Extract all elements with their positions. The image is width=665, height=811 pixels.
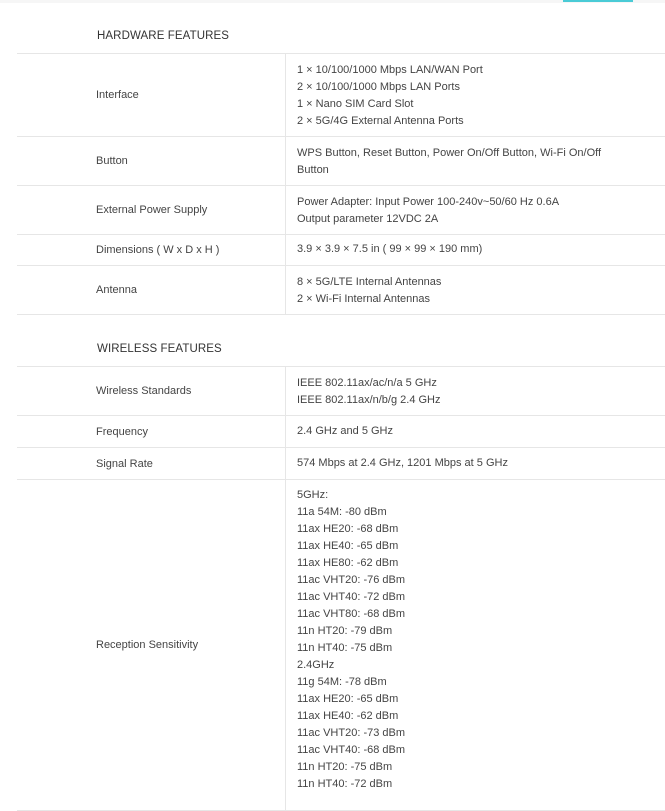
spec-value-line: 11ax HE20: -65 dBm (297, 693, 399, 705)
spec-label: Reception Sensitivity (17, 480, 286, 810)
active-tab-indicator (563, 0, 633, 2)
spec-value (286, 416, 393, 447)
spec-value-line: IEEE 802.11ax/n/b/g 2.4 GHz (297, 394, 441, 406)
spec-value-line: 11ax HE40: -62 dBm (297, 710, 399, 722)
spec-value-line: 11n HT40: -72 dBm (297, 778, 393, 790)
spec-label: External Power Supply (17, 186, 286, 234)
spec-label: Frequency (17, 416, 286, 447)
spec-value-line: 8 × 5G/LTE Internal Antennas (297, 276, 442, 288)
spec-value-line: IEEE 802.11ax/ac/n/a 5 GHz (297, 377, 437, 389)
spec-value-line: 1 × Nano SIM Card Slot (297, 98, 414, 110)
spec-value-line: 11ac VHT80: -68 dBm (297, 608, 406, 620)
spec-value-line: 3.9 × 3.9 × 7.5 in ( 99 × 99 × 190 mm) (297, 243, 483, 255)
spec-value-line: WPS Button, Reset Button, Power On/Off Button, Wi-Fi On/Off Button (297, 147, 602, 176)
spec-label: Antenna (17, 266, 286, 314)
spec-value-line: 2 × 10/100/1000 Mbps LAN Ports (297, 81, 460, 93)
section-title: WIRELESS FEATURES (17, 331, 665, 367)
spec-value (286, 54, 483, 136)
spec-value-line: 2.4GHz (297, 659, 335, 671)
spec-value-line: 11n HT20: -75 dBm (297, 761, 393, 773)
spec-label: Wireless Standards (17, 367, 286, 415)
spec-value (286, 448, 508, 479)
spec-row-frequency (17, 416, 665, 448)
spec-value-line: 5GHz: (297, 489, 329, 501)
spec-value-line: 2 × Wi-Fi Internal Antennas (297, 293, 430, 305)
spec-value-line: 2.4 GHz and 5 GHz (297, 425, 393, 437)
spec-value-line: Output parameter 12VDC 2A (297, 213, 439, 225)
spec-label: Dimensions ( W x D x H ) (17, 235, 286, 265)
spec-value-line: 1 × 10/100/1000 Mbps LAN/WAN Port (297, 64, 483, 76)
spec-row-signal-rate (17, 448, 665, 480)
spec-row-interface (17, 54, 665, 137)
spec-value-line: 11ac VHT40: -72 dBm (297, 591, 406, 603)
spec-value (286, 235, 482, 265)
spec-value-line: 11n HT20: -79 dBm (297, 625, 393, 637)
hardware-features-section (17, 18, 665, 315)
spec-value (286, 367, 441, 415)
spec-value-line: 11ax HE80: -62 dBm (297, 557, 399, 569)
spec-value-line: 11g 54M: -78 dBm (297, 676, 387, 688)
spec-value (286, 137, 607, 185)
spec-value-line: 574 Mbps at 2.4 GHz, 1201 Mbps at 5 GHz (297, 457, 508, 469)
spec-value-line: 11ac VHT20: -76 dBm (297, 574, 406, 586)
spec-row-reception-sensitivity (17, 480, 665, 811)
spec-row-button (17, 137, 665, 186)
spec-value-line: 11ax HE40: -65 dBm (297, 540, 399, 552)
spec-value-line: 11ax HE20: -68 dBm (297, 523, 399, 535)
spec-label: Button (17, 137, 286, 185)
wireless-features-section (17, 331, 665, 811)
spec-value (286, 480, 405, 810)
spec-value (286, 186, 559, 234)
spec-value-line: 11a 54M: -80 dBm (297, 506, 387, 518)
spec-row-antenna (17, 266, 665, 315)
spec-row-external-power-supply (17, 186, 665, 235)
spec-row-dimensions (17, 235, 665, 266)
spec-row-wireless-standards (17, 367, 665, 416)
spec-value (286, 266, 441, 314)
spec-value-line: 2 × 5G/4G External Antenna Ports (297, 115, 464, 127)
spec-value-line: 11ac VHT40: -68 dBm (297, 744, 406, 756)
spec-value-line: 11ac VHT20: -73 dBm (297, 727, 406, 739)
section-title: HARDWARE FEATURES (17, 18, 665, 54)
spec-label: Interface (17, 54, 286, 136)
spec-label: Signal Rate (17, 448, 286, 479)
spec-value-line: 11n HT40: -75 dBm (297, 642, 393, 654)
spec-value-line: Power Adapter: Input Power 100-240v~50/60 Hz 0.6A (297, 196, 560, 208)
